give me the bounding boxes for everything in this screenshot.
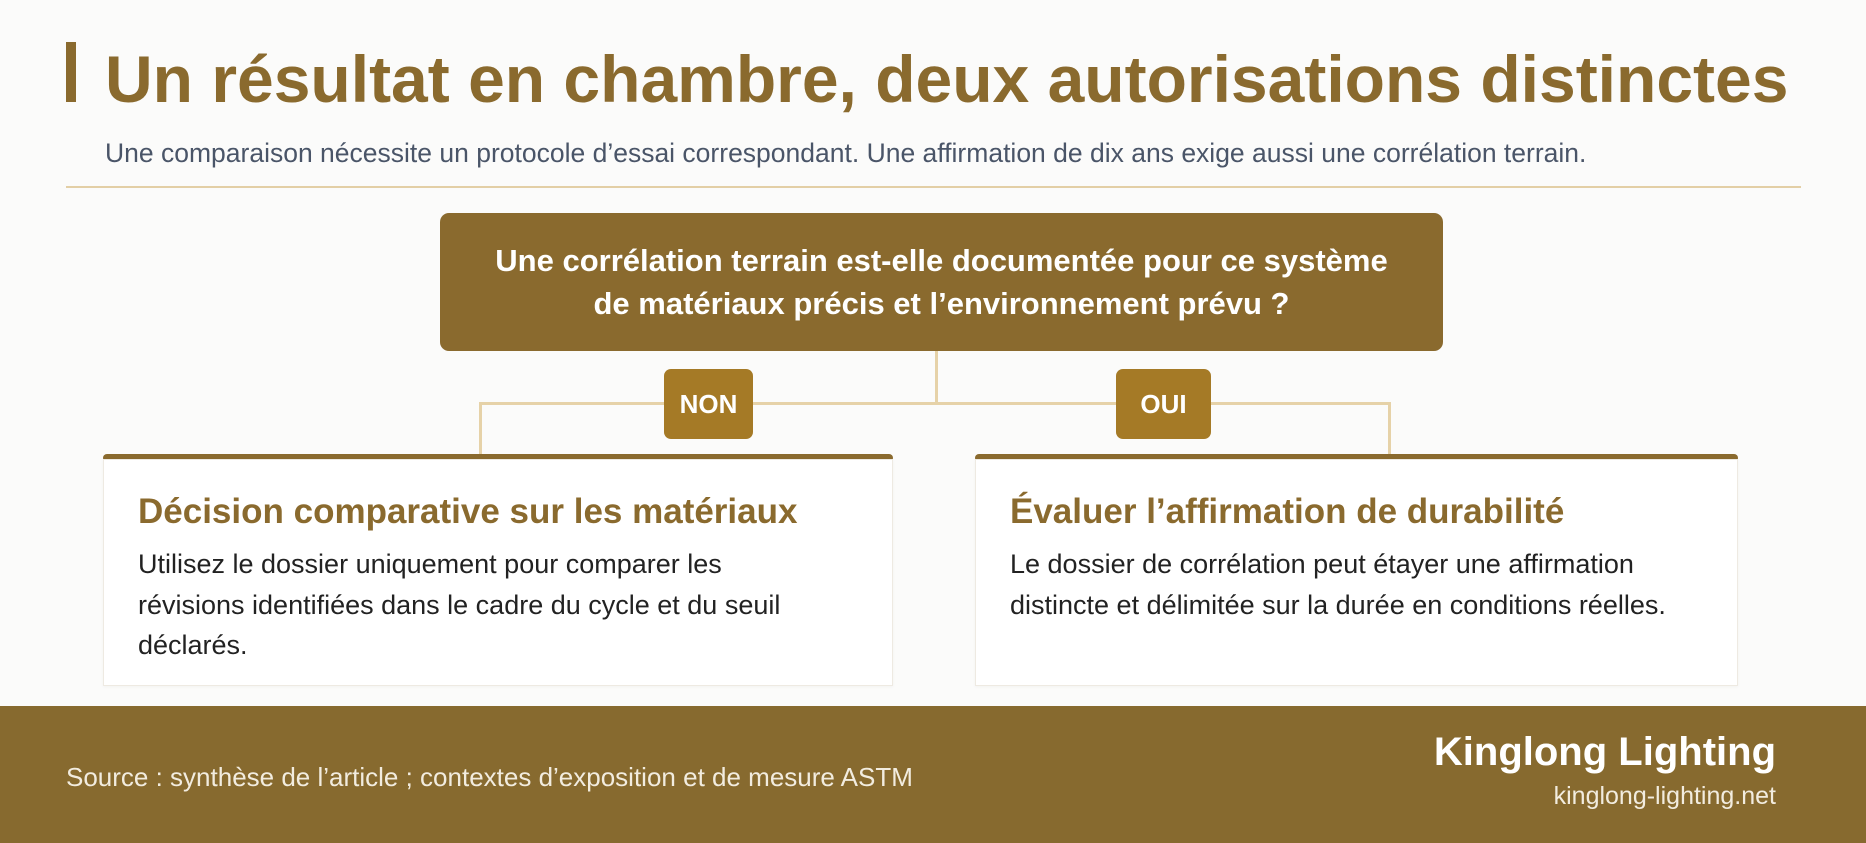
- connector-stem: [935, 351, 938, 404]
- brand-website: kinglong-lighting.net: [1553, 782, 1776, 810]
- connector-horizontal: [479, 402, 1391, 405]
- connector-left-drop: [479, 402, 482, 456]
- page-subtitle: Une comparaison nécessite un protocole d’essai correspondant. Une affirmation de dix ans exige aussi une corrélation terrain.: [105, 138, 1587, 168]
- connector-right-drop: [1388, 402, 1391, 456]
- page-title: Un résultat en chambre, deux autorisations distinctes: [105, 42, 1789, 116]
- header-divider: [66, 186, 1801, 188]
- brand-name: Kinglong Lighting: [1433, 730, 1776, 774]
- decision-question-box: [440, 213, 1443, 351]
- source-note: Source : synthèse de l’article ; contextes d’exposition et de mesure ASTM: [66, 762, 913, 792]
- branch-label-no: NON: [664, 369, 753, 439]
- outcome-card-comparative: [103, 459, 893, 686]
- card-text: Le dossier de corrélation peut étayer une affirmation distincte et délimitée sur la durée en conditions réelles.: [1010, 549, 1666, 620]
- card-text: Utilisez le dossier uniquement pour comparer les révisions identifiées dans le cadre du cycle et du seuil déclarés.: [138, 549, 781, 660]
- footer-band: [0, 706, 1866, 843]
- card-title: Décision comparative sur les matériaux: [138, 492, 798, 531]
- title-accent-bar: [66, 42, 76, 102]
- outcome-card-durability: [975, 459, 1738, 686]
- branch-label-yes: OUI: [1116, 369, 1211, 439]
- decision-question-text: Une corrélation terrain est-elle documentée pour ce système de matériaux précis et l’environnement prévu ?: [495, 242, 1388, 321]
- card-title: Évaluer l’affirmation de durabilité: [1010, 492, 1565, 531]
